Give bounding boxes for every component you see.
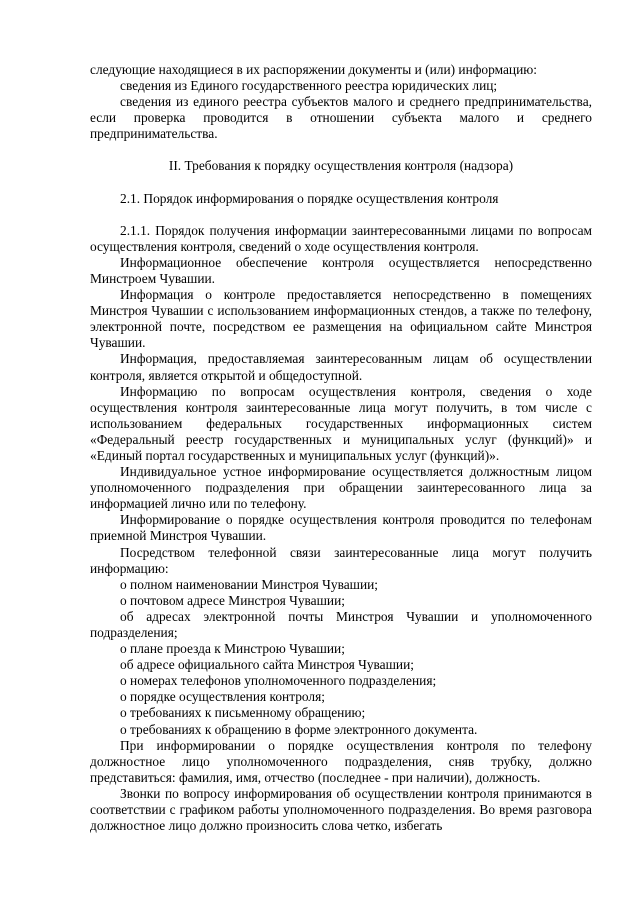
list-item: о требованиях к обращению в форме электронного документа.	[120, 721, 478, 737]
paragraph: Информацию по вопросам осуществления контроля, сведения о ходе осуществления контроля заинтересованные лица могут получить, в том числе с использованием федеральных государственных информационных систем «Федеральный реестр государственных и муниципальных услуг (функций)» и «Единый портал государственных и муниципальных услуг (функций)».	[90, 383, 592, 463]
paragraph: При информировании о порядке осуществления контроля по телефону должностное лицо уполномоченного подразделения, сняв трубку, должно представиться: фамилия, имя, отчество (последнее - при наличии), должность.	[90, 737, 592, 785]
section-heading: II. Требования к порядку осуществления контроля (надзора)	[168, 158, 514, 174]
list-item: о требованиях к письменному обращению;	[120, 705, 366, 721]
paragraph: Информирование о порядке осуществления контроля проводится по телефонам приемной Минстроя Чувашии.	[90, 512, 592, 544]
paragraph: сведения из единого реестра субъектов малого и среднего предпринимательства, если проверка проводится в отношении субъекта малого и среднего предпринимательства.	[90, 94, 592, 142]
list-item: об адресах электронной почты Минстроя Чувашии и уполномоченного подразделения;	[90, 608, 592, 640]
list-item: о номерах телефонов уполномоченного подразделения;	[120, 673, 437, 689]
paragraph: Информационное обеспечение контроля осуществляется непосредственно Минстроем Чувашии.	[90, 254, 592, 286]
paragraph: Индивидуальное устное информирование осуществляется должностным лицом уполномоченного подразделения при обращении заинтересованного лица за информацией лично или по телефону.	[90, 464, 592, 512]
list-item: об адресе официального сайта Минстроя Чувашии;	[120, 657, 414, 673]
subsection-heading: 2.1. Порядок информирования о порядке осуществления контроля	[120, 190, 499, 206]
paragraph: сведения из Единого государственного реестра юридических лиц;	[120, 78, 498, 94]
paragraph: Информация, предоставляемая заинтересованным лицам об осуществлении контроля, является открытой и общедоступной.	[90, 351, 592, 383]
paragraph: Звонки по вопросу информирования об осуществлении контроля принимаются в соответствии с графиком работы уполномоченного подразделения. Во время разговора должностное лицо должно произносить слова четко, избегать	[90, 785, 592, 834]
list-item: о плане проезда к Минстрою Чувашии;	[120, 641, 345, 657]
paragraph: следующие находящиеся в их распоряжении документы и (или) информацию:	[90, 62, 537, 77]
paragraph: 2.1.1. Порядок получения информации заинтересованными лицами по вопросам осуществления контроля, сведений о ходе осуществления контроля.	[90, 222, 592, 254]
list-item: о полном наименовании Минстроя Чувашии;	[120, 576, 379, 592]
list-item: о почтовом адресе Минстроя Чувашии;	[120, 592, 345, 608]
paragraph: Информация о контроле предоставляется непосредственно в помещениях Минстроя Чувашии с использованием информационных стендов, а также по телефону, электронной почте, посредством ее размещения на официальном сайте Минстроя Чувашии.	[90, 287, 592, 351]
paragraph: Посредством телефонной связи заинтересованные лица могут получить информацию:	[90, 544, 592, 576]
list-item: о порядке осуществления контроля;	[120, 689, 325, 705]
